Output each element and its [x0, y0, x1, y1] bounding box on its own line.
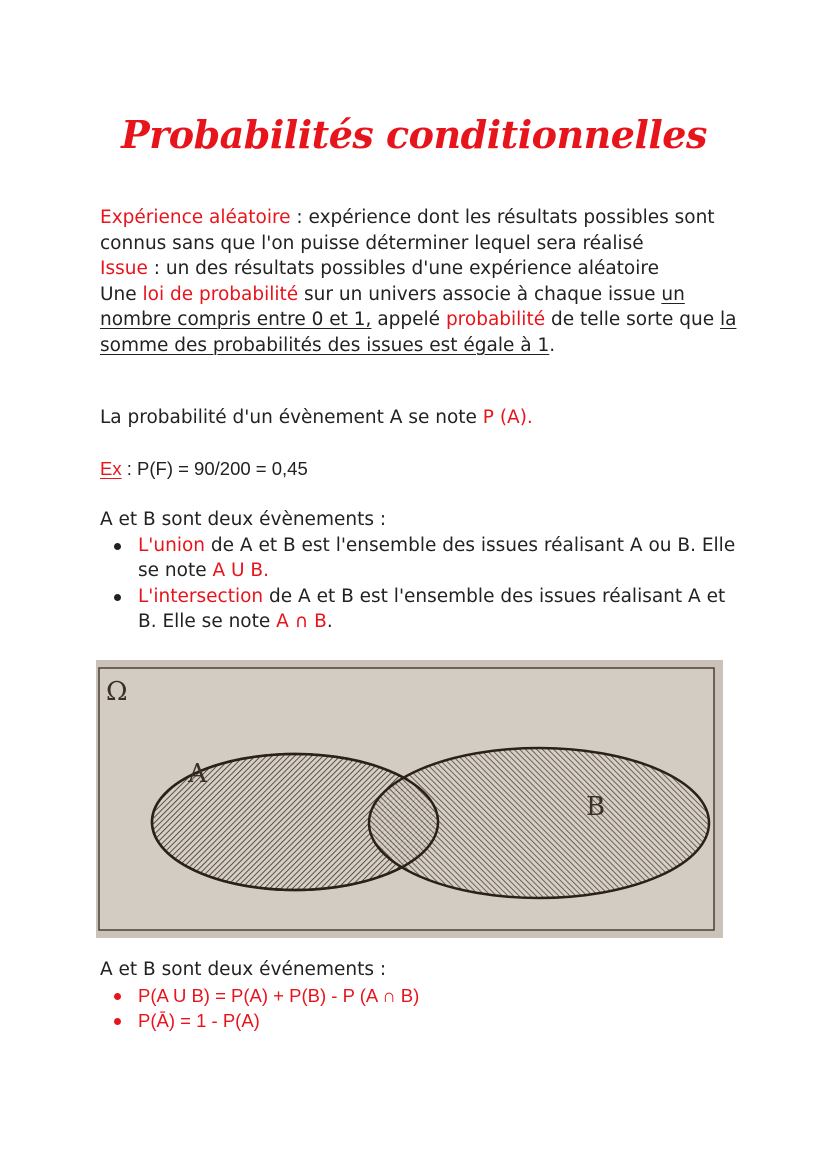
text: sur un univers associe à chaque issue: [298, 283, 662, 305]
venn-diagram: [96, 660, 723, 938]
universe-label: Ω: [106, 677, 128, 707]
set-a-label: A: [188, 759, 207, 789]
text: .: [549, 334, 556, 356]
example-text: : P(F) = 90/200 = 0,45: [121, 458, 308, 479]
list-item: [138, 584, 740, 635]
text: Une: [100, 283, 143, 305]
list-item: [138, 533, 740, 584]
term-issue: Issue: [100, 258, 148, 279]
example-label: Ex: [100, 458, 122, 479]
set-b-label: B: [586, 792, 606, 822]
formulas-section: [100, 957, 740, 1034]
underlined-text: un nombre compris entre 0 et 1,: [100, 283, 685, 330]
formula-item: P(Ā) = 1 - P(A): [138, 1008, 740, 1034]
formulas-intro: A et B sont deux événements :: [100, 959, 387, 980]
underlined-text: la somme des probabilités des issues est égale à 1: [100, 309, 737, 356]
text: de A et B est l'ensemble des issues réalisant A ou B. Elle se note: [138, 534, 736, 581]
text: de A et B est l'ensemble des issues réalisant A et B. Elle se note: [138, 585, 726, 632]
set-b-ellipse: [369, 748, 709, 898]
example-line: [100, 456, 740, 482]
text: La probabilité d'un évènement A se note: [100, 407, 483, 428]
term: L'intersection: [138, 585, 264, 607]
text: de telle sorte que: [545, 309, 720, 330]
page-title: Probabilités conditionnelles: [121, 112, 707, 157]
events-intro: A et B sont deux évènements :: [100, 509, 387, 530]
events-section: [100, 507, 740, 635]
term-experience: Expérience aléatoire: [100, 207, 291, 228]
term: L'union: [138, 534, 206, 556]
term-probabilite: probabilité: [445, 309, 546, 330]
notation: P (A).: [482, 407, 533, 428]
formula-item: P(A U B) = P(A) + P(B) - P (A ∩ B): [138, 983, 740, 1009]
definition-text: : expérience dont les résultats possibles sont connus sans que l'on puisse déterminer lequel sera réalisé: [100, 207, 715, 254]
notation: A U B.: [212, 560, 269, 581]
text: .: [326, 611, 333, 632]
notation: A ∩ B: [276, 611, 327, 632]
definitions: [100, 205, 740, 358]
definition-text: : un des résultats possibles d'une expérience aléatoire: [147, 258, 659, 279]
term-loi: loi de probabilité: [142, 283, 299, 305]
text: appelé: [371, 309, 446, 330]
notation-line: [100, 405, 740, 431]
